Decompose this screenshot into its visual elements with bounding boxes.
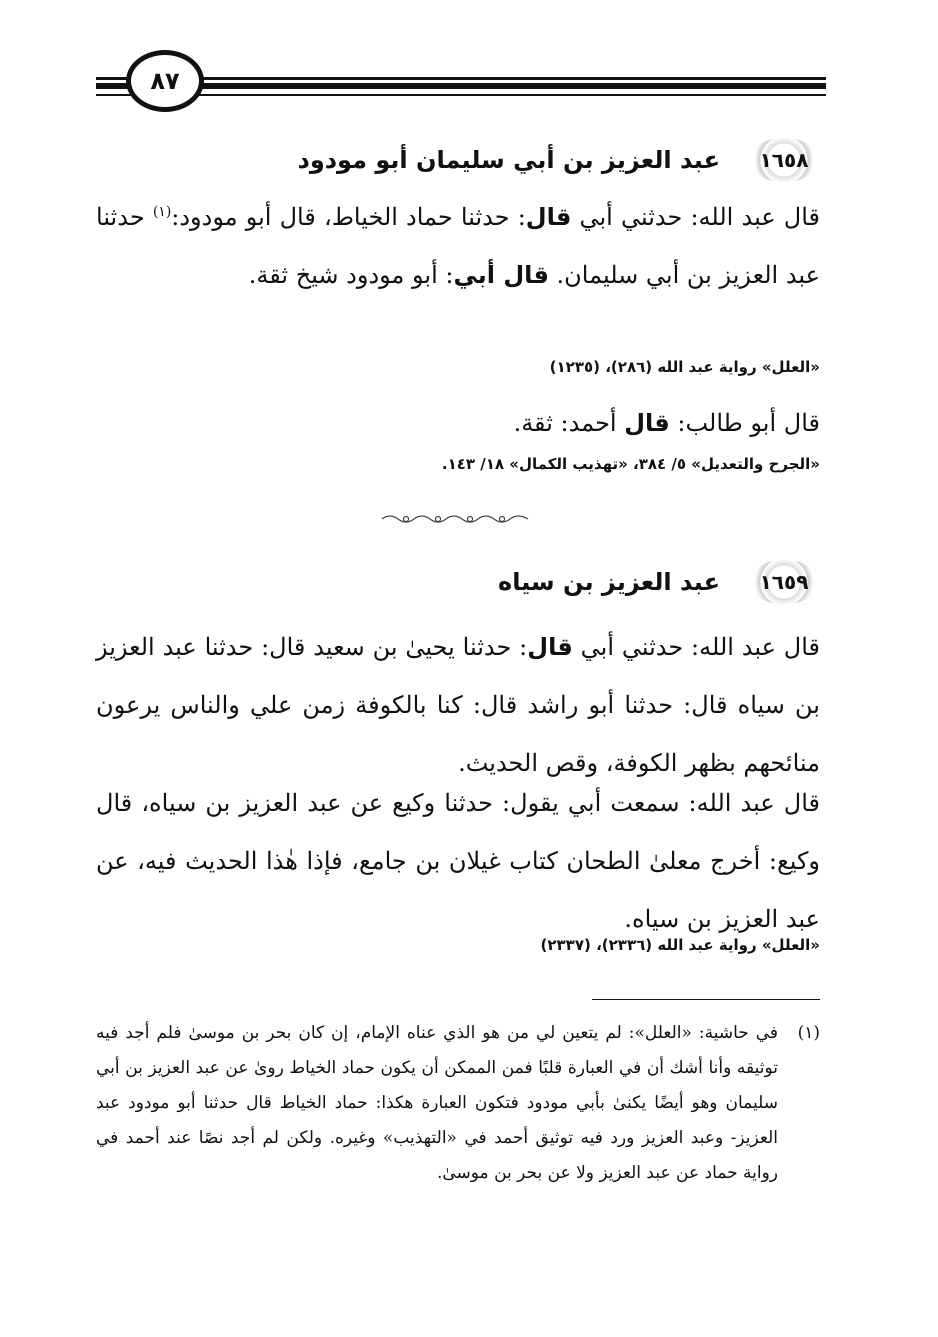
narration-paragraph: قال عبد الله: سمعت أبي يقول: حدثنا وكيع عن عبد العزيز بن سياه، قال وكيع: أخرج معلىٰ الطحان كتاب غيلان بن جامع، فإذا هٰذا الحديث فيه، عن عبد العزيز بن سياه. bbox=[96, 789, 820, 933]
source-citation: «الجرح والتعديل» ٥/ ٣٨٤، «تهذيب الكمال» ١٨/ ١٤٣. bbox=[441, 455, 820, 473]
source-citation: «العلل» رواية عبد الله (٢٨٦)، (١٢٣٥) bbox=[549, 358, 820, 376]
source-citation: «العلل» رواية عبد الله (٢٣٣٦)، (٢٣٣٧) bbox=[540, 936, 820, 954]
header-rule bbox=[96, 77, 826, 80]
footnote bbox=[96, 1016, 820, 1191]
header-rule bbox=[96, 83, 826, 89]
entry-heading bbox=[96, 138, 820, 182]
narration-paragraph: قال أبو طالب: قال أحمد: ثقة. bbox=[513, 409, 820, 437]
page-number: ٨٧ bbox=[126, 50, 204, 112]
entry-number: ١٦٥٩ bbox=[748, 560, 820, 604]
footnote-rule bbox=[592, 999, 820, 1000]
entry-heading bbox=[96, 560, 820, 604]
header-rule bbox=[96, 94, 826, 96]
footnote-number: (١) bbox=[797, 1023, 820, 1043]
narration-paragraph: قال عبد الله: حدثني أبي قال: حدثنا حماد الخياط، قال أبو مودود:$^{(١)}$ حدثنا عبد العزيز بن أبي سليمان. قال أبي: أبو مودود شيخ ثقة. bbox=[96, 203, 821, 289]
entry-number: ١٦٥٨ bbox=[748, 138, 820, 182]
footnote-text: في حاشية: «العلل»: لم يتعين لي من هو الذي عناه الإمام، إن كان بحر بن موسىٰ فلم أجد فيه توثيقه وأنا أشك أن في العبارة قلبًا فمن الممكن أن يكون حماد الخياط روىٰ عن عبد العزيز بن أبي سليمان وهو أيضًا يكنىٰ بأبي مودود فتكون العبارة هكذا: حماد الخياط قال حدثنا أبو مودود عبد العزيز- وعبد العزيز ورد فيه توثيق أحمد في «التهذيب» وغيره. ولكن لم أجد نصًا عند أحمد في رواية حماد عن عبد العزيز ولا عن بحر بن موسىٰ. bbox=[96, 1023, 778, 1183]
ornament-divider-icon bbox=[380, 512, 530, 526]
entry-title: عبد العزيز بن أبي سليمان أبو مودود bbox=[297, 146, 720, 174]
footnote-reference[interactable]: (١) bbox=[152, 204, 172, 220]
narration-paragraph: قال عبد الله: حدثني أبي قال: حدثنا يحيىٰ بن سعيد قال: حدثنا عبد العزيز بن سياه قال: حدثنا أبو راشد قال: كنا بالكوفة زمن علي والناس يرعون منائحهم بظهر الكوفة، وقص الحديث. bbox=[96, 633, 820, 777]
entry-title: عبد العزيز بن سياه bbox=[498, 568, 720, 596]
